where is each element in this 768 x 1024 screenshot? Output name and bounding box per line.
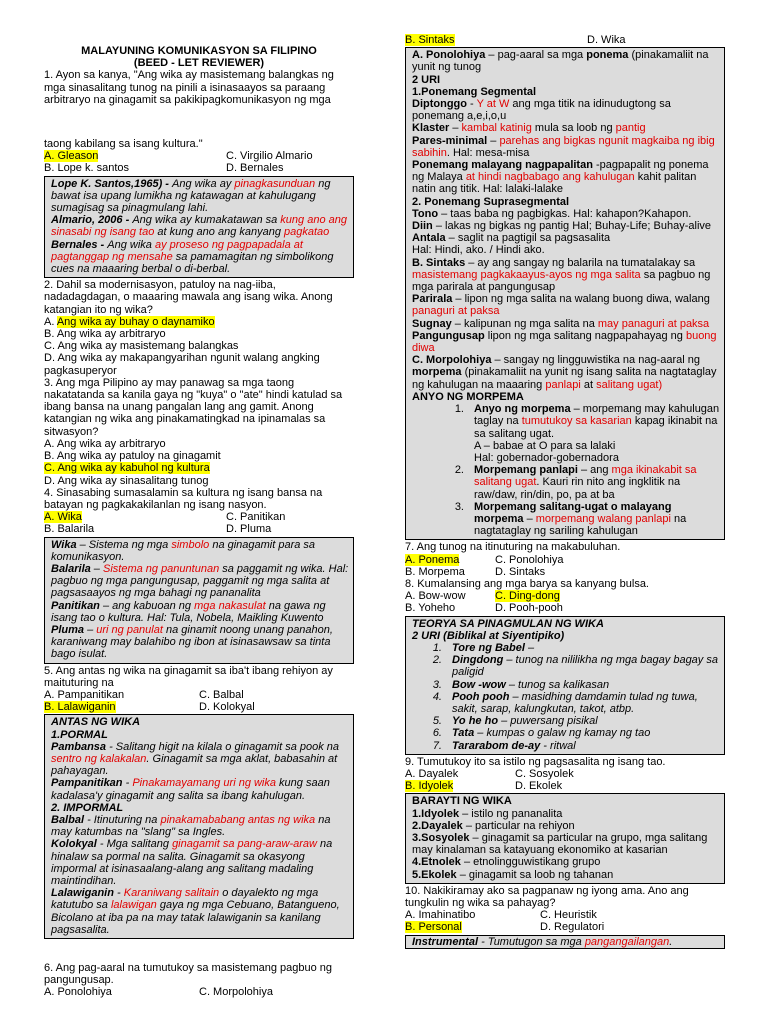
option-7d: D. Sintaks (495, 565, 546, 578)
question-6-options-cont (405, 34, 725, 46)
option-4c: C. Panitikan (226, 511, 286, 524)
list-item: 4. Pooh pooh – masidhing damdamin tulad ng tuwa, sakit, sarap, kalungkutan, takot, atbp. (432, 690, 698, 715)
list-item: 2. Morpemang panlapi – ang mga ikinakabit sa salitang ugat. Kauri rin nito ang ingklitik na raw/daw, rin/din, po, pa at ba (454, 464, 697, 501)
option-6d: D. Wika (587, 34, 626, 46)
question-3-stem: 3. Ang mga Pilipino ay may panawag sa mga taong nakatatanda sa kanila gaya ng "kuya" o "ate" hindi katulad sa ibang bansa na unang pangalan lang ang gamit. Anong katangian ng wika ang pinakamatingkad na ipinamalas sa sitwasyon? (44, 376, 343, 438)
option-2b: B. Ang wika ay arbitraryo (44, 328, 166, 341)
question-1-stem-end: taong kabilang sa isang kultura." (44, 138, 203, 151)
option-10b: B. Personal (405, 921, 462, 934)
question-10-stem: 10. Nakikiramay ako sa pagpanaw ng iyong ama. Ano ang tungkulin ng wika sa pahayag? (405, 884, 689, 910)
list-item: 2. Dingdong – tunog na nililikha ng mga bagay bagay sa paligid (432, 654, 718, 679)
option-3c: C. Ang wika ay kabuhol ng kultura (44, 462, 210, 475)
question-1-stem: 1. Ayon sa kanya, "Ang wika ay masistemang balangkas ng mga sinasalitang tunog na pinili a isinasaayos sa paraang arbitraryo na ginagamit sa pakikipagkomunikasyon ng mga (44, 69, 334, 106)
option-3b: B. Ang wika ay patuloy na ginagamit (44, 450, 221, 463)
option-5d: D. Kolokyal (199, 701, 255, 714)
page-title: MALAYUNING KOMUNIKASYON SA FILIPINO (81, 45, 317, 57)
option-7c: C. Ponolohiya (495, 553, 564, 566)
option-6a: A. Ponolohiya (44, 986, 112, 999)
option-2a: A. Ang wika ay buhay o daynamiko (44, 315, 215, 328)
definition-box-barayti: BARAYTI NG WIKA 1.Idyolek – istilo ng pananalita 2.Dayalek – particular na rehiyon 3.Sosyolek – ginagamit sa particular na grupo, mga salitang may kinalaman sa katayuang ekonomiko at kasarian 4.Etnolek – etnolingguwistikang grupo 5.Ekolek – ginagamit sa loob ng tahanan (405, 793, 725, 883)
question-8-stem: 8. Kumalansing ang mga barya sa kanyang bulsa. (405, 577, 649, 590)
option-9d: D. Ekolek (515, 780, 563, 793)
option-3d: D. Ang wika ay sinasalitang tunog (44, 474, 209, 487)
question-5-stem: 5. Ang antas ng wika na ginagamit sa iba't ibang rehiyon ay maituturing na (44, 664, 333, 689)
question-8-options (405, 590, 725, 614)
question-4-stem: 4. Sinasabing sumasalamin sa kultura ng isang bansa na batayan ng pagkakakilanlan ng isang nasyon. (44, 486, 323, 511)
option-10d: D. Regulatori (540, 921, 605, 934)
list-item: 1. Anyo ng morpema – morpemang may kahulugan taglay na tumutukoy sa kasarian kapag ikinabit na sa salitang ugat. A – babae at O para sa lalaki Hal: gobernador-gobernadora (454, 403, 720, 464)
question-10-options (405, 909, 725, 933)
option-8b: B. Yoheho (405, 602, 456, 615)
option-6b: B. Sintaks (405, 34, 455, 46)
definition-box-teorya: TEORYA SA PINAGMULAN NG WIKA 2 URI (Biblikal at Siyentipiko) 1. Tore ng Babel – 2. Dingdong – tunog na nililikha ng mga bagay bagay sa paligid 3. Bow -wow – tunog sa kalikasan 4. Pooh pooh – masidhing damdamin tulad ng tuwa, sakit, sarap, kalungkutan, takot, atbp. 5. Yo he ho – puwersang pisikal 6. Tata – kumpas o galaw ng kamay ng tao 7. Tararabom de-ay - ritwal (405, 616, 725, 755)
option-1d: D. Bernales (226, 162, 284, 175)
option-9b: B. Idyolek (405, 780, 454, 793)
question-4-options (44, 511, 354, 535)
definition-box-authors: Lope K. Santos,1965) - Ang wika ay pinagkasunduan ng bawat isa upang lumikha ng katawagan at kahulugang sumagisag sa pinagmulang lahi. Almario, 2006 - Ang wika ay kumakatawan sa kung ano ang sinasabi ng isang tao at kung ano ang kanyang pagkatao Bernales - Ang wika ay proseso ng pagpapadala at pagtanggap ng mensahe sa pamamagitan ng simbolikong cues na maaaring berbal o di-berbal. (44, 176, 354, 279)
list-item: 6. Tata – kumpas o galaw ng kamay ng tao (432, 727, 651, 740)
question-7-options (405, 554, 725, 578)
list-item: 3. Morpemang salitang-ugat o malayang morpema – morpemang walang panlapi na nagtataglay ng sariling kahulugan (454, 500, 687, 538)
option-1a: A. Gleason (44, 150, 99, 163)
option-10a: A. Imahinatibo (405, 909, 476, 922)
option-2d: D. Ang wika ay makapangyarihan ngunit walang angking pagkasuperyor (44, 352, 320, 377)
option-7b: B. Morpema (405, 565, 465, 578)
option-1c: C. Virgilio Almario (226, 150, 313, 163)
option-8a: A. Bow-wow (405, 590, 466, 603)
definition-box-ponolohiya: A. Ponolohiya – pag-aaral sa mga ponema (pinakamaliit na yunit ng tunog 2 URI 1.Ponemang Segmental Diptonggo - Y at W ang mga titik na idinudugtong sa ponemang a,e,i,o,u Klaster – kambal katinig mula sa loob ng pantig Pares-minimal – parehas ang bigkas ngunit magkaiba ng ibig sabihin. Hal: mesa-misa Ponemang malayang nagpapalitan -pagpapalit ng ponema ng Malaya at hindi nagbabago ang kahulugan kahit palitan natin ang titik. Hal: lalaki-lalake 2. Ponemang Suprasegmental Tono – taas baba ng pagbigkas. Hal: kahapon?Kahapon. Diin – lakas ng bigkas ng pantig Hal; Buhay-Life; Buhay-alive Antala – saglit na pagtigil sa pagsasalita Hal: Hindi, ako. / Hindi ako. B. Sintaks – ay ang sangay ng balarila na tumatalakay sa masistemang pagkakaayus-ayos ng mga salita sa pagbuo ng mga parirala at pangungusap Parirala – lipon ng mga salita na walang buong diwa, walang panaguri at paksa Sugnay – kalipunan ng mga salita na may panaguri at paksa Pangungusap lipon ng mga salitang nagpapahayag ng buong diwa C. Morpolohiya – sangay ng lingguwistika na nag-aaral ng morpema (pinakamaliit na yunit ng isang salita na nagtataglay ng kahulugan na maaaring panlapi at salitang ugat) ANYO NG MORPEMA 1. Anyo ng morpema – morpemang may kahulugan taglay na tumutukoy sa kasarian kapag ikinabit na sa salitang ugat. A – babae at O para sa lalaki Hal: gobernador-gobernadora 2. Morpemang panlapi – ang mga ikinakabit sa salitang ugat. Kauri rin nito ang ingklitik na raw/daw, rin/din, po, pa at ba 3. Morpemang salitang-ugat o malayang morpema – morpemang walang panlapi na nagtataglay ng sariling kahulugan (405, 47, 725, 540)
right-column (405, 34, 725, 950)
question-1-options (44, 150, 354, 174)
option-9c: C. Sosyolek (515, 767, 574, 780)
option-1b: B. Lope k. santos (44, 162, 129, 175)
question-7-stem: 7. Ang tunog na itinuturing na makabuluhan. (405, 541, 621, 554)
list-item: 5. Yo he ho – puwersang pisikal (432, 715, 598, 728)
left-column (44, 34, 354, 999)
question-5-options (44, 689, 354, 713)
list-item: 3. Bow -wow – tunog sa kalikasan (432, 678, 610, 691)
option-4d: D. Pluma (226, 523, 272, 536)
question-9-options (405, 768, 725, 792)
option-3a: A. Ang wika ay arbitraryo (44, 437, 166, 450)
option-8d: D. Pooh-pooh (495, 602, 563, 615)
option-6c: C. Morpolohiya (199, 986, 273, 999)
definition-box-antas: ANTAS NG WIKA 1.PORMAL Pambansa - Salitang higit na kilala o ginagamit sa pook na sentro ng kalakalan. Ginagamit sa mga aklat, babasahin at pahayagan. Pampanitikan - Pinakamayamang uri ng wika kung saan kadalasa'y ginagamit ang salita sa ibang kahulugan. 2. IMPORMAL Balbal - Itinuturing na pinakamababang antas ng wika na may katumbas na "slang" sa Ingles. Kolokyal - Mga salitang ginagamit sa pang-araw-araw na hinalaw sa pormal na salita. Ginagamit sa okasyong impormal at isinasaalang-alang ang salitang madaling maintindihan. Lalawiganin - Karaniwang salitain o dayalekto ng mga katutubo sa lalawigan gaya ng mga Cebuano, Batangueno, Bicolano at iba pa na may tatak lalawiganin sa kanilang pagsasalita. (44, 714, 354, 939)
option-5b: B. Lalawiganin (44, 701, 116, 714)
option-10c: C. Heuristik (540, 909, 597, 922)
question-6-stem: 6. Ang pag-aaral na tumutukoy sa masistemang pagbuo ng pangungusap. (44, 962, 333, 987)
option-7a: A. Ponema (405, 553, 460, 566)
option-2c: C. Ang wika ay masistemang balangkas (44, 340, 239, 353)
question-2-stem: 2. Dahil sa modernisasyon, patuloy na nag-iiba, nadadagdagan, o maaaring mawala ang isang wika. Anong katangian ito ng wika? (44, 279, 333, 316)
question-6-options (44, 986, 354, 998)
definition-box-instrumental: Instrumental - Tumutugon sa mga pangangailangan. (405, 935, 725, 949)
question-9-stem: 9. Tumutukoy ito sa istilo ng pagsasalita ng isang tao. (405, 755, 666, 768)
option-9a: A. Dayalek (405, 767, 459, 780)
option-5c: C. Balbal (199, 688, 244, 701)
list-item: 1. Tore ng Babel – (432, 641, 535, 654)
option-8c: C. Ding-dong (495, 590, 560, 603)
option-4b: B. Balarila (44, 523, 95, 536)
option-5a: A. Pampanitikan (44, 688, 125, 701)
list-item: 7. Tararabom de-ay - ritwal (432, 739, 576, 752)
option-4a: A. Wika (44, 511, 82, 524)
definition-box-wika: Wika – Sistema ng mga simbolo na ginagamit para sa komunikasyon. Balarila – Sistema ng panuntunan sa paggamit ng wika. Hal: pagbuo ng mga pangungusap, paggamit ng mga salita at pagsasaayos ng mga bahagi ng pananalita Panitikan – ang kabuoan ng mga nakasulat na gawa ng isang tao o kultura. Hal: Tula, Nobela, Maikling Kuwento Pluma – uri ng panulat na ginamit noong unang panahon, karaniwang may balahibo ng ibon at isinasawsaw sa tinta bago isulat. (44, 537, 354, 664)
page-subtitle: (BEED - LET REVIEWER) (133, 57, 265, 70)
